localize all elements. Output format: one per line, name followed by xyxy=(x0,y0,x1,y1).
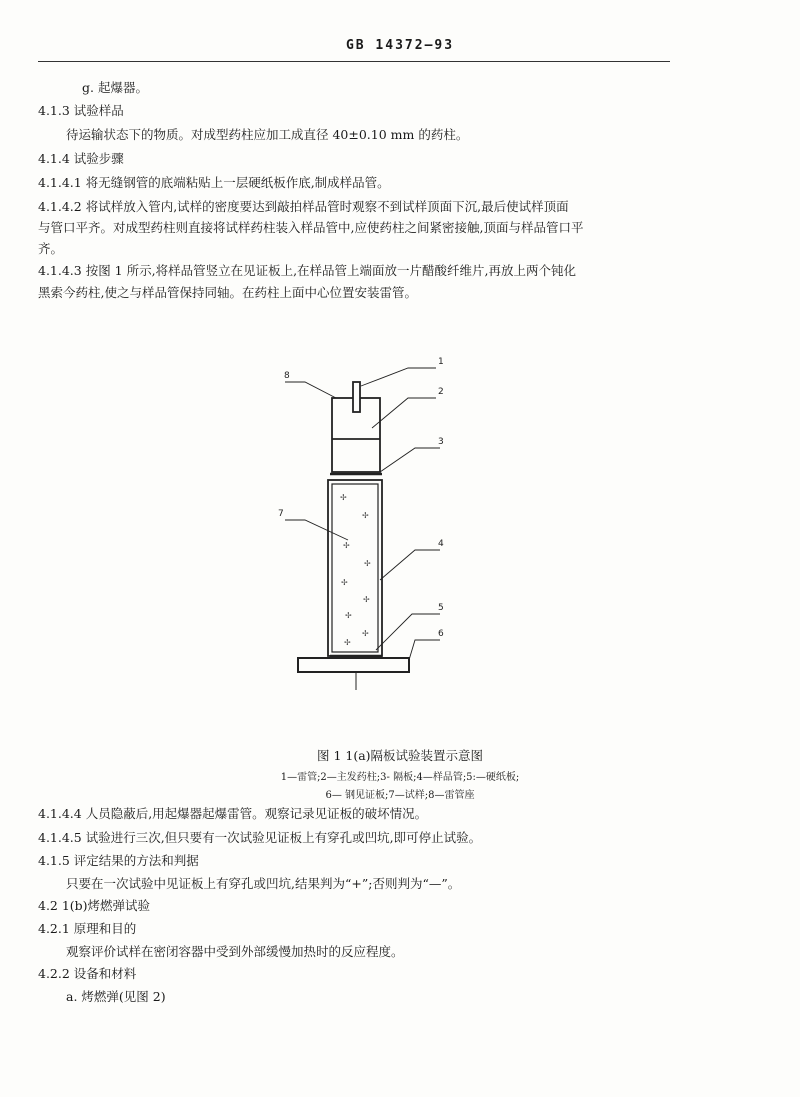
para-4-1-4-3-line1: 4.1.4.3 按图 1 所示,将样品管竖立在见证板上,在样品管上端面放一片醋酸纤维片,再放上两个钝化 xyxy=(38,263,577,278)
para-4-1-4-1: 4.1.4.1 将无缝钢管的底端粘贴上一层硬纸板作底,制成样品管。 xyxy=(38,175,390,190)
principle-text: 观察评价试样在密闭容器中受到外部缓慢加热时的反应程度。 xyxy=(66,944,404,959)
svg-text:✢: ✢ xyxy=(363,595,370,604)
svg-text:✢: ✢ xyxy=(362,629,369,638)
svg-text:✢: ✢ xyxy=(341,578,348,587)
label-1: 1 xyxy=(438,357,444,367)
header-rule xyxy=(38,61,670,62)
svg-text:✢: ✢ xyxy=(343,541,350,550)
svg-text:✢: ✢ xyxy=(344,638,351,647)
svg-text:✢: ✢ xyxy=(345,611,352,620)
svg-text:✢: ✢ xyxy=(364,559,371,568)
figure-caption: 图 1 1(a)隔板试验装置示意图 xyxy=(316,748,484,763)
para-4-1-4-2-line2: 与管口平齐。对成型药柱则直接将试样药柱装入样品管中,应使药柱之间紧密接触,顶面与样品管口平 xyxy=(38,220,584,235)
detonator xyxy=(353,382,360,412)
label-8: 8 xyxy=(284,371,290,381)
label-7: 7 xyxy=(278,509,284,519)
part-labels xyxy=(278,357,444,639)
heading-4-1-3: 4.1.3 试验样品 xyxy=(38,103,124,118)
item-a-cookoff-bomb: a. 烤燃弹(见图 2) xyxy=(66,989,166,1004)
figure-legend-line2: 6— 钢见证板;7—试样;8—雷管座 xyxy=(325,790,475,801)
figure-legend-line1: 1—雷管;2—主发药柱;3- 隔板;4—样品管;5:—硬纸板; xyxy=(280,772,520,783)
svg-text:✢: ✢ xyxy=(362,511,369,520)
item-g-detonator: g. 起爆器。 xyxy=(82,80,148,95)
svg-text:✢: ✢ xyxy=(340,493,347,502)
sample-tube-outer xyxy=(328,480,382,656)
heading-4-2-2: 4.2.2 设备和材料 xyxy=(38,966,137,981)
sample-material-marks xyxy=(340,493,371,647)
para-4-1-4-5: 4.1.4.5 试验进行三次,但只要有一次试验见证板上有穿孔或凹坑,即可停止试验。 xyxy=(38,830,482,845)
sample-text: 待运输状态下的物质。对成型药柱应加工成直径 40±0.10 mm 的药柱。 xyxy=(66,127,469,142)
para-4-1-4-2-line3: 齐。 xyxy=(38,241,64,256)
steel-witness-plate xyxy=(298,658,409,672)
label-6: 6 xyxy=(438,629,444,639)
heading-4-1-5: 4.1.5 评定结果的方法和判据 xyxy=(38,853,199,868)
standard-number-header: GB 14372—93 xyxy=(345,38,455,53)
sample-tube-inner xyxy=(332,484,378,652)
label-2: 2 xyxy=(438,387,444,397)
label-5: 5 xyxy=(438,603,444,613)
judgment-criteria: 只要在一次试验中见证板上有穿孔或凹坑,结果判为“+”;否则判为“—”。 xyxy=(66,876,461,891)
heading-4-1-4: 4.1.4 试验步骤 xyxy=(38,151,124,166)
para-4-1-4-4: 4.1.4.4 人员隐蔽后,用起爆器起爆雷管。观察记录见证板的破坏情况。 xyxy=(38,806,428,821)
label-3: 3 xyxy=(438,437,444,447)
heading-4-2-1: 4.2.1 原理和目的 xyxy=(38,921,137,936)
para-4-1-4-2-line1: 4.1.4.2 将试样放入管内,试样的密度要达到敲拍样品管时观察不到试样顶面下沉,最后使试样顶面 xyxy=(38,199,569,214)
gap-test-apparatus-diagram xyxy=(260,355,450,695)
para-4-1-4-3-line2: 黑索今药柱,使之与样品管保持同轴。在药柱上面中心位置安装雷管。 xyxy=(38,285,417,300)
label-4: 4 xyxy=(438,539,444,549)
heading-4-2: 4.2 1(b)烤燃弹试验 xyxy=(38,898,151,913)
